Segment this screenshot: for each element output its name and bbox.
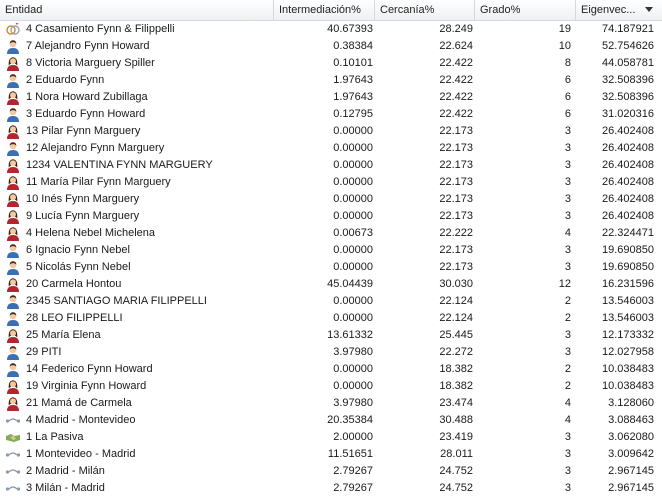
closeness-value: 22.272 — [439, 346, 473, 358]
table-row[interactable] — [0, 157, 662, 174]
table-row[interactable] — [0, 38, 662, 55]
table-row[interactable] — [0, 174, 662, 191]
degree-value: 3 — [564, 210, 571, 222]
intermediation-value: 0.00000 — [333, 363, 373, 375]
table-row[interactable] — [0, 480, 662, 497]
intermediation-value: 0.00000 — [333, 193, 373, 205]
entity-name: 2 Eduardo Fynn — [26, 74, 105, 86]
entity-name: 25 María Elena — [26, 329, 101, 341]
degree-value: 3 — [564, 431, 571, 443]
degree-value: 8 — [564, 57, 571, 69]
closeness-value: 28.249 — [439, 23, 473, 35]
table-row[interactable] — [0, 140, 662, 157]
table-row[interactable] — [0, 259, 662, 276]
intermediation-value: 40.67393 — [327, 23, 373, 35]
female-person-icon — [5, 396, 21, 411]
degree-value: 6 — [564, 91, 571, 103]
entity-name: 9 Lucía Fynn Marguery — [26, 210, 140, 222]
closeness-value: 25.445 — [439, 329, 473, 341]
eigenvector-value: 3.062080 — [608, 431, 654, 443]
table-row[interactable] — [0, 310, 662, 327]
closeness-value: 22.173 — [439, 261, 473, 273]
female-person-icon — [5, 175, 21, 190]
entity-name: 3 Eduardo Fynn Howard — [26, 108, 146, 120]
closeness-value: 30.488 — [439, 414, 473, 426]
closeness-value: 24.752 — [439, 465, 473, 477]
eigenvector-value: 52.754626 — [602, 40, 654, 52]
table-row[interactable] — [0, 378, 662, 395]
male-person-icon — [5, 345, 21, 360]
table-row[interactable] — [0, 191, 662, 208]
entity-name: 20 Carmela Hontou — [26, 278, 122, 290]
table-row[interactable] — [0, 446, 662, 463]
male-person-icon — [5, 294, 21, 309]
intermediation-value: 3.97980 — [333, 397, 373, 409]
eigenvector-value: 26.402408 — [602, 176, 654, 188]
table-row[interactable] — [0, 208, 662, 225]
entity-name: 4 Madrid - Montevideo — [26, 414, 136, 426]
table-row[interactable] — [0, 55, 662, 72]
table-row[interactable] — [0, 225, 662, 242]
table-row[interactable] — [0, 293, 662, 310]
eigenvector-value: 13.546003 — [602, 312, 654, 324]
closeness-value: 22.173 — [439, 176, 473, 188]
column-header-entity[interactable]: Entidad — [0, 0, 274, 20]
intermediation-value: 0.00000 — [333, 261, 373, 273]
table-row[interactable] — [0, 344, 662, 361]
intermediation-value: 0.00000 — [333, 312, 373, 324]
table-row[interactable] — [0, 242, 662, 259]
degree-value: 3 — [564, 193, 571, 205]
degree-value: 10 — [558, 40, 571, 52]
intermediation-value: 13.61332 — [327, 329, 373, 341]
entity-name: 1 Montevideo - Madrid — [26, 448, 136, 460]
intermediation-value: 0.00000 — [333, 142, 373, 154]
degree-value: 3 — [564, 482, 571, 494]
entity-name: 11 María Pilar Fynn Marguery — [26, 176, 171, 188]
intermediation-value: 20.35384 — [327, 414, 373, 426]
female-person-icon — [5, 158, 21, 173]
table-row[interactable] — [0, 429, 662, 446]
closeness-value: 22.173 — [439, 159, 473, 171]
eigenvector-value: 12.173332 — [602, 329, 654, 341]
eigenvector-value: 26.402408 — [602, 125, 654, 137]
table-row[interactable] — [0, 361, 662, 378]
entity-name: 12 Alejandro Fynn Marguery — [26, 142, 165, 154]
closeness-value: 22.124 — [439, 312, 473, 324]
eigenvector-value: 26.402408 — [602, 210, 654, 222]
degree-value: 6 — [564, 108, 571, 120]
eigenvector-value: 26.402408 — [602, 159, 654, 171]
wedding-icon — [5, 22, 21, 37]
male-person-icon — [5, 243, 21, 258]
entity-name: 8 Victoria Marguery Spiller — [26, 57, 155, 69]
intermediation-value: 0.10101 — [333, 57, 373, 69]
column-header-closeness[interactable]: Cercanía% — [375, 0, 475, 20]
entity-name: 5 Nicolás Fynn Nebel — [26, 261, 131, 273]
closeness-value: 24.752 — [439, 482, 473, 494]
entity-name: 1 Nora Howard Zubillaga — [26, 91, 148, 103]
female-person-icon — [5, 226, 21, 241]
table-row[interactable] — [0, 327, 662, 344]
degree-value: 4 — [564, 414, 571, 426]
entity-name: 2 Madrid - Milán — [26, 465, 105, 477]
intermediation-value: 11.51651 — [327, 448, 373, 460]
handshake-icon — [5, 430, 21, 445]
eigenvector-value: 12.027958 — [602, 346, 654, 358]
entity-name: 13 Pilar Fynn Marguery — [26, 125, 141, 137]
intermediation-value: 2.79267 — [333, 465, 373, 477]
intermediation-value: 0.12795 — [333, 108, 373, 120]
table-row[interactable] — [0, 123, 662, 140]
eigenvector-value: 10.038483 — [602, 363, 654, 375]
eigenvector-value: 19.690850 — [602, 244, 654, 256]
male-person-icon — [5, 260, 21, 275]
intermediation-value: 0.00000 — [333, 380, 373, 392]
male-person-icon — [5, 107, 21, 122]
entity-name: 2345 SANTIAGO MARIA FILIPPELLI — [26, 295, 207, 307]
entity-name: 4 Casamiento Fynn & Filippelli — [26, 23, 175, 35]
table-row[interactable] — [0, 412, 662, 429]
closeness-value: 22.624 — [439, 40, 473, 52]
degree-value: 3 — [564, 329, 571, 341]
entity-name: 6 Ignacio Fynn Nebel — [26, 244, 130, 256]
intermediation-value: 2.79267 — [333, 482, 373, 494]
entity-name: 19 Virginia Fynn Howard — [26, 380, 147, 392]
eigenvector-value: 2.967145 — [608, 482, 654, 494]
closeness-value: 22.222 — [439, 227, 473, 239]
entity-name: 1234 VALENTINA FYNN MARGUERY — [26, 159, 213, 171]
degree-value: 4 — [564, 227, 571, 239]
link-icon — [5, 447, 21, 462]
degree-value: 3 — [564, 159, 571, 171]
closeness-value: 23.419 — [439, 431, 473, 443]
degree-value: 2 — [564, 380, 571, 392]
degree-value: 3 — [564, 448, 571, 460]
sort-descending-icon[interactable] — [645, 7, 653, 12]
eigenvector-value: 26.402408 — [602, 193, 654, 205]
female-person-icon — [5, 277, 21, 292]
degree-value: 3 — [564, 261, 571, 273]
entity-name: 1 La Pasiva — [26, 431, 84, 443]
intermediation-value: 0.00000 — [333, 159, 373, 171]
intermediation-value: 0.00000 — [333, 176, 373, 188]
table-row[interactable] — [0, 89, 662, 106]
closeness-value: 30.030 — [439, 278, 473, 290]
closeness-value: 22.422 — [439, 108, 473, 120]
female-person-icon — [5, 56, 21, 71]
closeness-value: 18.382 — [439, 380, 473, 392]
degree-value: 19 — [558, 23, 571, 35]
degree-value: 3 — [564, 142, 571, 154]
degree-value: 2 — [564, 363, 571, 375]
closeness-value: 22.422 — [439, 57, 473, 69]
eigenvector-value: 22.324471 — [602, 227, 654, 239]
closeness-value: 22.422 — [439, 91, 473, 103]
entity-name: 21 Mamá de Carmela — [26, 397, 132, 409]
eigenvector-value: 32.508396 — [602, 91, 654, 103]
male-person-icon — [5, 311, 21, 326]
closeness-value: 28.011 — [440, 448, 473, 460]
eigenvector-value: 26.402408 — [602, 142, 654, 154]
eigenvector-value: 13.546003 — [602, 295, 654, 307]
eigenvector-value: 16.231596 — [602, 278, 654, 290]
link-icon — [5, 413, 21, 428]
degree-value: 12 — [558, 278, 571, 290]
female-person-icon — [5, 328, 21, 343]
column-header-bar — [0, 0, 662, 21]
degree-value: 3 — [564, 244, 571, 256]
entity-name: 7 Alejandro Fynn Howard — [26, 40, 150, 52]
female-person-icon — [5, 379, 21, 394]
degree-value: 4 — [564, 397, 571, 409]
female-person-icon — [5, 124, 21, 139]
link-icon — [5, 481, 21, 496]
intermediation-value: 1.97643 — [333, 74, 373, 86]
intermediation-value: 3.97980 — [333, 346, 373, 358]
male-person-icon — [5, 362, 21, 377]
degree-value: 3 — [564, 176, 571, 188]
entity-name: 29 PITI — [26, 346, 62, 358]
column-header-degree[interactable]: Grado% — [475, 0, 576, 20]
eigenvector-value: 31.020316 — [602, 108, 654, 120]
eigenvector-value: 44.058781 — [602, 57, 654, 69]
intermediation-value: 0.00673 — [333, 227, 373, 239]
male-person-icon — [5, 73, 21, 88]
eigenvector-value: 2.967145 — [608, 465, 654, 477]
female-person-icon — [5, 192, 21, 207]
intermediation-value: 0.00000 — [333, 244, 373, 256]
column-header-intermediation[interactable]: Intermediación% — [274, 0, 375, 20]
closeness-value: 22.173 — [439, 210, 473, 222]
intermediation-value: 2.00000 — [333, 431, 373, 443]
eigenvector-value: 3.009642 — [608, 448, 654, 460]
degree-value: 3 — [564, 346, 571, 358]
closeness-value: 23.474 — [439, 397, 473, 409]
closeness-value: 22.173 — [439, 125, 473, 137]
eigenvector-value: 19.690850 — [602, 261, 654, 273]
entity-name: 10 Inés Fynn Marguery — [26, 193, 140, 205]
degree-value: 2 — [564, 295, 571, 307]
entity-name: 14 Federico Fynn Howard — [26, 363, 153, 375]
eigenvector-value: 10.038483 — [602, 380, 654, 392]
entity-name: 3 Milán - Madrid — [26, 482, 105, 494]
female-person-icon — [5, 209, 21, 224]
degree-value: 3 — [564, 465, 571, 477]
table-row[interactable] — [0, 21, 662, 38]
table-row[interactable] — [0, 395, 662, 412]
eigenvector-value: 3.088463 — [608, 414, 654, 426]
intermediation-value: 0.00000 — [333, 210, 373, 222]
intermediation-value: 0.00000 — [333, 295, 373, 307]
female-person-icon — [5, 90, 21, 105]
intermediation-value: 0.00000 — [333, 125, 373, 137]
closeness-value: 22.422 — [439, 74, 473, 86]
degree-value: 3 — [564, 125, 571, 137]
degree-value: 2 — [564, 312, 571, 324]
table-row[interactable] — [0, 106, 662, 123]
closeness-value: 22.124 — [439, 295, 473, 307]
closeness-value: 22.173 — [439, 142, 473, 154]
intermediation-value: 1.97643 — [333, 91, 373, 103]
table-row[interactable] — [0, 72, 662, 89]
entity-name: 4 Helena Nebel Michelena — [26, 227, 156, 239]
male-person-icon — [5, 141, 21, 156]
table-row[interactable] — [0, 463, 662, 480]
closeness-value: 22.173 — [439, 193, 473, 205]
link-icon — [5, 464, 21, 479]
intermediation-value: 45.04439 — [327, 278, 373, 290]
column-header-eigenvector[interactable]: Eigenvec... — [581, 4, 636, 16]
entity-name: 28 LEO FILIPPELLI — [26, 312, 123, 324]
male-person-icon — [5, 39, 21, 54]
table-body — [0, 21, 662, 497]
intermediation-value: 0.38384 — [333, 40, 373, 52]
table-row[interactable] — [0, 276, 662, 293]
closeness-value: 18.382 — [439, 363, 473, 375]
eigenvector-value: 32.508396 — [602, 74, 654, 86]
closeness-value: 22.173 — [439, 244, 473, 256]
degree-value: 6 — [564, 74, 571, 86]
eigenvector-value: 3.128060 — [608, 397, 654, 409]
eigenvector-value: 74.187921 — [602, 23, 654, 35]
